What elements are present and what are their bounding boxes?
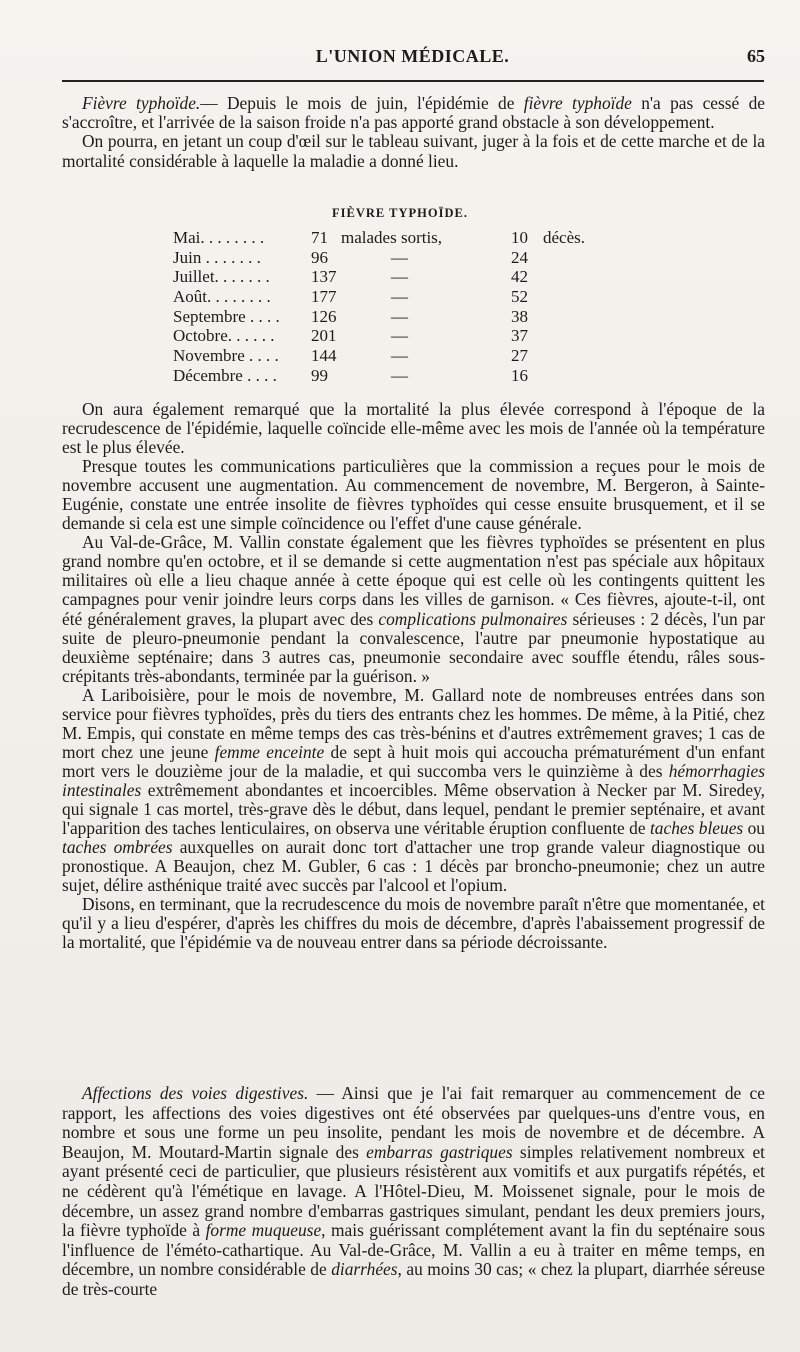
- month-cell: Octobre. . . . . .: [173, 326, 275, 346]
- sorties-cell: 99: [311, 365, 328, 385]
- month-cell: Juin . . . . . . .: [173, 247, 261, 267]
- paragraph: On pourra, en jetant un coup d'œil sur le tableau suivant, juger à la fois et de cette marche et de la mortalité considérable à laquelle la maladie a donné lieu.: [62, 131, 765, 171]
- digestive-section: [62, 1084, 765, 1300]
- month-cell: Décembre . . . .: [173, 365, 277, 385]
- deces-cell: 42: [511, 267, 528, 287]
- deces-cell: 38: [511, 306, 528, 326]
- emphasis: femme enceinte: [214, 741, 325, 762]
- month-cell: Novembre . . . .: [173, 346, 279, 366]
- month-cell: Juillet. . . . . . .: [173, 267, 270, 287]
- paragraph: A Lariboisière, pour le mois de novembre, M. Gallard note de nombreuses entrées dans son service pour fièvres typhoïdes, près du tiers des entrants chez les hommes. De même, à la Pitié, chez M. Empis, qui constate en même temps des cas très-bénins et d'autres extrêmement graves; 1 cas de mort chez une jeune femme enceinte de sept à huit mois qui accoucha prématurément d'un enfant mort vers le douzième jour de la maladie, et qui succomba vers le quinzième à des hémorrhagies intestinales extrêmement abondantes et incoercibles. Même observation à Necker par M. Siredey, qui signale 1 cas mortel, très-grave dès le début, dans lequel, pendant le premier septénaire, et avant l'apparition des taches lenticulaires, on observa une véritable éruption confluente de taches bleues ou taches ombrées auxquelles on aurait donc tort d'attacher une trop grande valeur diagnostique ou pronostique. A Beaujon, chez M. Gubler, 6 cas : 1 décès par broncho-pneumonie; chez un autre sujet, délire asthénique traité avec succès par l'alcool et l'opium.: [62, 684, 765, 896]
- emphasis: taches ombrées: [62, 837, 173, 858]
- page-header: [60, 44, 765, 76]
- month-cell: Septembre . . . .: [173, 306, 280, 326]
- deces-cell: 27: [511, 346, 528, 366]
- header-rule: [62, 80, 764, 82]
- sorties-cell: 137: [311, 267, 337, 287]
- intro-section: [62, 94, 765, 171]
- running-title: L'UNION MÉDICALE.: [315, 46, 510, 66]
- emphasis: fièvre typhoïde: [523, 93, 632, 113]
- table-row: [173, 267, 613, 287]
- paragraph: On aura également remarqué que la mortalité la plus élevée correspond à l'époque de la recrudescence de l'épidémie, laquelle coïncide elle-même avec les mois de l'année où la température est le plus élevée.: [62, 399, 765, 458]
- emphasis: diarrhées: [331, 1259, 398, 1280]
- table-row: [173, 248, 613, 268]
- table-row: [173, 346, 613, 366]
- fever-table: [173, 228, 613, 386]
- emphasis: embarras gastriques: [366, 1141, 513, 1162]
- emphasis: forme muqueuse: [205, 1220, 322, 1241]
- table-title: FIÈVRE TYPHOÏDE.: [332, 206, 468, 220]
- month-cell: Août. . . . . . . .: [173, 287, 271, 307]
- emphasis: complications pulmonaires: [378, 608, 568, 629]
- emphasis: hémorrhagies intestinales: [62, 760, 765, 800]
- sorties-cell: 96: [311, 247, 328, 267]
- ditto-mark: —: [391, 306, 408, 326]
- ditto-mark: —: [391, 346, 408, 366]
- paragraph: Presque toutes les communications particulières que la commission a reçues pour le mois de novembre accusent une augmentation. Au commencement de novembre, M. Bergeron, à Sainte-Eugénie, constate une entrée insolite de fièvres typhoïdes qui cesse ensuite brusquement, et il se demande si cela est une simple coïncidence ou l'effet d'une cause générale.: [62, 456, 765, 534]
- table-row: [173, 287, 613, 307]
- section-heading: Affections des voies digestives.: [82, 1083, 309, 1103]
- paragraph: Affections des voies digestives. — Ainsi que je l'ai fait remarquer au commencement de ce rapport, les affections des voies digestives ont été observées par quelques-uns d'entre vous, en nombre et sous une forme un peu insolite, pendant les mois de novembre et de décembre. A Beaujon, M. Moutard-Martin signale des embarras gastriques simples relativement nombreux et ayant présenté ceci de particulier, que plusieurs résistèrent aux vomitifs et aux purgatifs répétés, et ne cédèrent qu'à l'émétique en lavage. A l'Hôtel-Dieu, M. Moissenet signale, pour le mois de décembre, un assez grand nombre d'embarras gastriques simulant, pendant les deux premiers jours, la fièvre typhoïde à forme muqueuse, mais guérissant complétement avant la fin du septénaire sous l'influence de l'éméto-cathartique. Au Val-de-Grâce, M. Vallin a eu à traiter en même temps, en décembre, un nombre considérable de diarrhées, au moins 30 cas; « chez la plupart, diarrhée séreuse de très-courte: [62, 1083, 765, 1299]
- table-row: [173, 228, 613, 248]
- sorties-label: malades sortis,: [341, 228, 443, 247]
- deces-cell: 10: [511, 228, 528, 247]
- month-cell: Mai. . . . . . . .: [173, 228, 265, 247]
- emphasis: taches bleues: [649, 818, 744, 839]
- page-number: 65: [747, 46, 765, 66]
- deces-cell: 37: [511, 326, 528, 346]
- section-heading: Fièvre typhoïde.: [82, 93, 201, 113]
- main-section: [62, 400, 765, 952]
- deces-cell: 24: [511, 247, 528, 267]
- paragraph: Disons, en terminant, que la recrudescence du mois de novembre paraît n'être que momentanée, et qu'il y a lieu d'espérer, d'après les chiffres du mois de décembre, d'après l'abaissement progressif de la mortalité, que l'épidémie va de nouveau entrer dans sa période décroissante.: [62, 894, 765, 953]
- sorties-cell: 144: [311, 346, 337, 366]
- ditto-mark: —: [391, 326, 408, 346]
- paragraph: Fièvre typhoïde.— Depuis le mois de juin, l'épidémie de fièvre typhoïde n'a pas cessé de s'accroître, et l'arrivée de la saison froide n'a pas apporté grand obstacle à son développement.: [62, 93, 765, 133]
- sorties-cell: 71: [311, 228, 328, 247]
- table-row: [173, 307, 613, 327]
- sorties-cell: 177: [311, 287, 337, 307]
- sorties-cell: 201: [311, 326, 337, 346]
- ditto-mark: —: [391, 247, 408, 267]
- ditto-mark: —: [391, 365, 408, 385]
- deces-cell: 16: [511, 365, 528, 385]
- ditto-mark: —: [391, 287, 408, 307]
- paragraph: Au Val-de-Grâce, M. Vallin constate également que les fièvres typhoïdes se présentent en plus grand nombre qu'en octobre, et il se demande si cette augmentation n'est pas spéciale aux hôpitaux militaires où elle a lieu chaque année à cette époque qui est celle où les contingents quittent les campagnes pour venir joindre leurs corps dans les villes de garnison. « Ces fièvres, ajoute-t-il, ont été généralement graves, la plupart avec des complications pulmonaires sérieuses : 2 décès, l'un par suite de pleuro-pneumonie pendant la convalescence, l'autre par pneumonie hypostatique au deuxième septénaire; dans 3 autres cas, pneumonie secondaire avec souffle étendu, râles sous-crépitants très-abondants, terminée par la guérison. »: [62, 532, 765, 686]
- deces-cell: 52: [511, 287, 528, 307]
- deces-label: décès.: [543, 228, 586, 247]
- ditto-mark: —: [391, 267, 408, 287]
- table-row: [173, 366, 613, 386]
- table-row: [173, 326, 613, 346]
- sorties-cell: 126: [311, 306, 337, 326]
